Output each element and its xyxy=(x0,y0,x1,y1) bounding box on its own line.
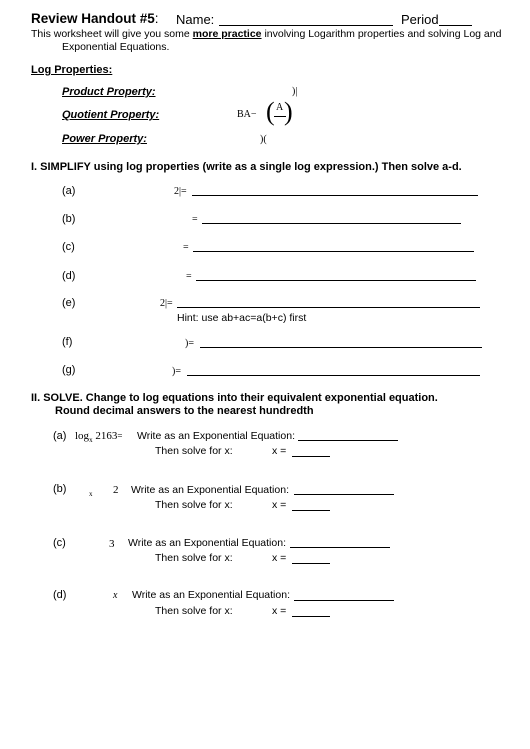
item-2d-write-label: Write as an Exponential Equation: xyxy=(132,589,290,601)
item-c-label: (c) xyxy=(62,241,75,253)
item-f-fragment: )= xyxy=(185,338,194,349)
item-2c-fragment: 3 xyxy=(109,538,115,550)
quotient-dash: − xyxy=(250,109,257,120)
name-label: Name: xyxy=(176,12,215,27)
item-2b-write-label: Write as an Exponential Equation: xyxy=(131,484,289,496)
intro-line-1 xyxy=(31,28,501,40)
quotient-numerator: A xyxy=(276,102,284,113)
item-2b-x-label: x = xyxy=(272,499,287,511)
item-2b-fragment-x: x xyxy=(89,490,93,498)
power-property-label: Power Property: xyxy=(62,133,147,145)
section-2-heading-line-2: Round decimal answers to the nearest hundredth xyxy=(55,405,314,417)
intro-text-1: This worksheet will give you some xyxy=(31,28,193,40)
item-e-answer-line[interactable] xyxy=(177,307,480,308)
item-b-fragment: = xyxy=(192,214,198,225)
item-2c-solve-label: Then solve for x: xyxy=(155,552,233,564)
item-g-answer-line[interactable] xyxy=(187,375,480,376)
item-2c-x-line[interactable] xyxy=(292,563,330,564)
item-2b-equation-line[interactable] xyxy=(294,494,394,495)
product-property-label: Product Property: xyxy=(62,86,156,98)
item-2c-label: (c) xyxy=(53,537,66,549)
item-2b-x-line[interactable] xyxy=(292,510,330,511)
item-2b-fragment-2: 2 xyxy=(113,484,119,496)
item-2a-value: 2163 xyxy=(95,430,118,442)
item-g-label: (g) xyxy=(62,364,76,376)
item-2a-base: x xyxy=(89,436,93,445)
item-2a-log: log xyxy=(75,430,90,442)
item-2c-write-label: Write as an Exponential Equation: xyxy=(128,537,286,549)
quotient-paren-close: ) xyxy=(284,97,293,126)
item-e-fragment: 2|= xyxy=(160,298,173,309)
item-2a-x-line[interactable] xyxy=(292,456,330,457)
item-2a-equation-line[interactable] xyxy=(298,440,398,441)
intro-emphasis: more practice xyxy=(192,28,262,40)
item-f-answer-line[interactable] xyxy=(200,347,482,348)
item-b-answer-line[interactable] xyxy=(202,223,461,224)
product-property-fragment: )| xyxy=(292,86,298,97)
item-a-label: (a) xyxy=(62,185,76,197)
quotient-paren-open: ( xyxy=(266,97,275,126)
item-2a-solve-label: Then solve for x: xyxy=(155,445,233,457)
item-b-label: (b) xyxy=(62,213,76,225)
period-field[interactable] xyxy=(439,25,472,26)
item-2a-expression xyxy=(75,430,122,444)
item-e-label: (e) xyxy=(62,297,76,309)
item-2a-equals: = xyxy=(117,431,123,441)
item-a-fragment: 2|= xyxy=(174,186,187,197)
quotient-property-label: Quotient Property: xyxy=(62,109,160,121)
intro-text-2: involving Logarithm properties and solving Log and xyxy=(261,28,502,40)
item-a-answer-line[interactable] xyxy=(192,195,478,196)
item-2d-fragment: x xyxy=(113,590,118,601)
item-2c-equation-line[interactable] xyxy=(290,547,390,548)
section-2-heading-line-1: II. SOLVE. Change to log equations into their equivalent exponential equation. xyxy=(31,392,438,404)
item-c-fragment: = xyxy=(183,242,189,253)
quotient-fragment xyxy=(237,109,257,120)
page-title xyxy=(31,11,159,26)
item-f-label: (f) xyxy=(62,336,73,348)
item-2d-label: (d) xyxy=(53,589,67,601)
item-2a-x-label: x = xyxy=(272,445,287,457)
name-field[interactable] xyxy=(219,25,393,26)
item-2a-label: (a) xyxy=(53,430,67,442)
item-e-hint: Hint: use ab+ac=a(b+c) first xyxy=(177,312,307,324)
item-2b-label: (b) xyxy=(53,483,67,495)
power-property-fragment: )( xyxy=(260,134,267,145)
item-2b-solve-label: Then solve for x: xyxy=(155,499,233,511)
log-properties-heading: Log Properties: xyxy=(31,64,113,76)
item-2d-x-label: x = xyxy=(272,605,287,617)
quotient-fragment-text: BA xyxy=(237,109,251,120)
item-d-fragment: = xyxy=(186,271,192,282)
title-colon: : xyxy=(154,11,159,26)
title-text: Review Handout #5 xyxy=(31,11,155,26)
intro-line-2: Exponential Equations. xyxy=(62,41,170,53)
item-2c-x-label: x = xyxy=(272,552,287,564)
item-2d-equation-line[interactable] xyxy=(294,600,394,601)
item-d-answer-line[interactable] xyxy=(196,280,476,281)
item-c-answer-line[interactable] xyxy=(193,251,474,252)
item-2a-write-label: Write as an Exponential Equation: xyxy=(137,430,295,442)
item-g-fragment: )= xyxy=(172,366,181,377)
section-1-heading: I. SIMPLIFY using log properties (write as a single log expression.) Then solve a-d. xyxy=(31,161,462,173)
item-2d-solve-label: Then solve for x: xyxy=(155,605,233,617)
period-label: Period xyxy=(401,12,439,27)
item-d-label: (d) xyxy=(62,270,76,282)
item-2d-x-line[interactable] xyxy=(292,616,330,617)
